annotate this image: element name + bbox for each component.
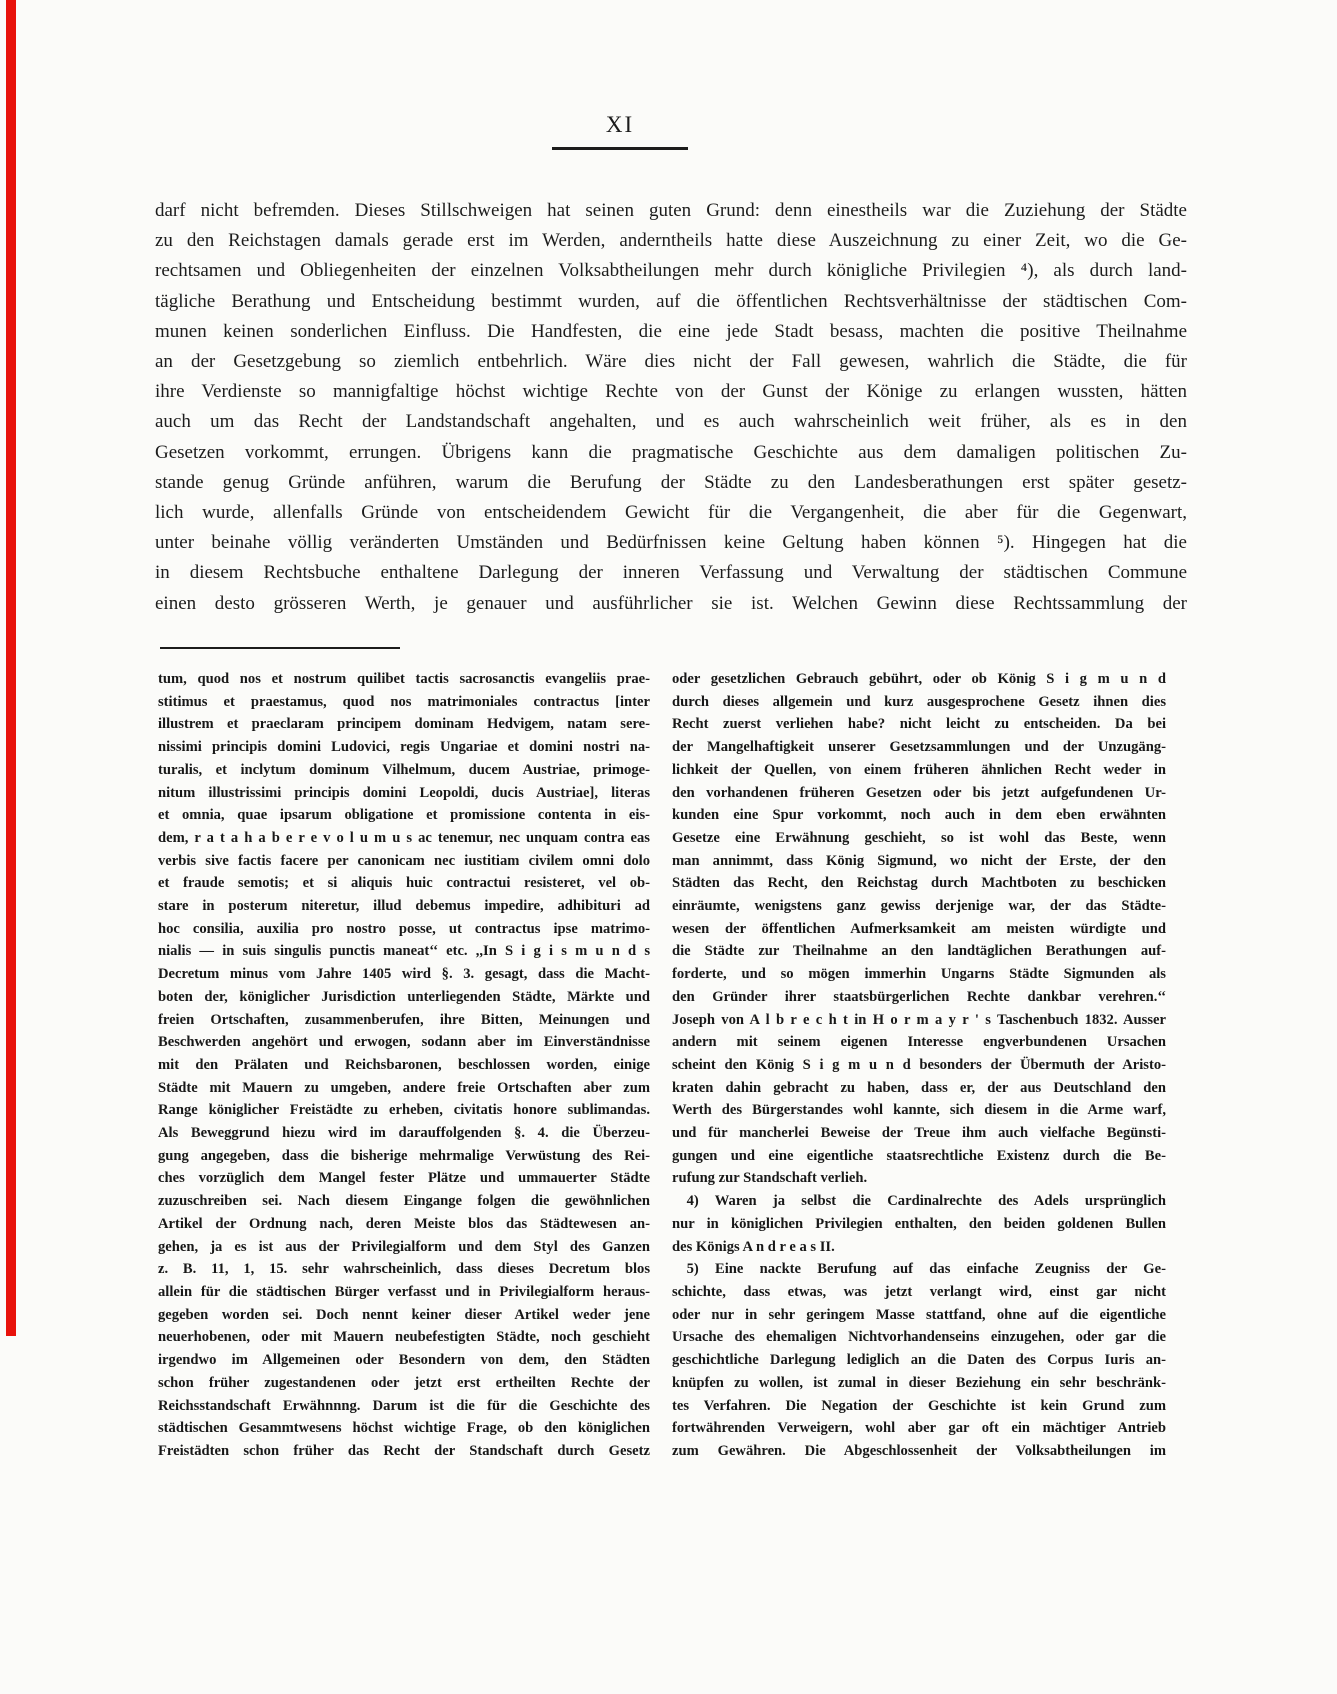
text-line: rufung zur Standschaft verlieh. (672, 1170, 868, 1187)
text-line: die Städte zur Theilnahme an den landtäglichen Berathungen auf- (672, 943, 1166, 960)
text-line: des Königs A n d r e a s II. (672, 1238, 835, 1255)
text-line: Werth des Bürgerstandes wohl kannte, sich diesem in die Arme warf, (672, 1102, 1166, 1119)
text-line: hoc consilia, auxilia pro nostro posse, ut contractus ipse matrimo- (158, 920, 650, 937)
text-line: der Mangelhaftigkeit unserer Gesetzsammlungen und der Unzugäng- (672, 739, 1166, 756)
text-line: et fraude semotis; et si aliquis huic contractui resisteret, vel ob- (158, 875, 650, 892)
text-line: man annimmt, dass König Sigmund, wo nicht der Erste, der den (672, 852, 1166, 869)
text-line: nissimi principis domini Ludovici, regis Ungariae et domini nostri na- (158, 739, 650, 756)
text-line: 4) Waren ja selbst die Cardinalrechte des Adels ursprünglich (672, 1193, 1166, 1210)
text-line: Recht zuerst verliehen habe? nicht leicht zu entscheiden. Da bei (672, 716, 1166, 733)
text-line: Gesetze eine Erwähnung geschieht, so ist wohl das Beste, wenn (672, 829, 1166, 846)
text-line: tum, quod nos et nostrum quilibet tactis sacrosanctis evangeliis prae- (158, 671, 650, 687)
footnote-column-left (158, 668, 650, 1463)
text-line: nitum illustrissimi principis domini Leopoldi, ducis Austriae], literas (158, 784, 650, 801)
text-line: munen keinen sonderlichen Einfluss. Die Handfesten, die eine jede Stadt besass, machten die positive Theilnahme (155, 320, 1187, 342)
text-line: Städte mit Mauern zu umgeben, andere freie Ortschaften aber zum (158, 1079, 650, 1096)
text-line: ihre Verdienste so mannigfaltige höchst wichtige Rechte von der Gunst der Könige zu erlangen wussten, hätten (155, 381, 1187, 403)
footnote-separator-rule (160, 647, 400, 649)
text-line: in diesem Rechtsbuche enthaltene Darlegung der inneren Verfassung und Verwaltung der städtischen Commune (155, 562, 1187, 584)
text-line: 5) Eine nackte Berufung auf das einfache Zeugniss der Ge- (672, 1261, 1166, 1278)
text-line: den vorhandenen früheren Gesetzen oder bis jetzt aufgefundenen Ur- (672, 784, 1166, 801)
text-line: städtischen Gesammtwesens höchst wichtige Frage, ob den königlichen (158, 1420, 650, 1437)
text-line: kunden eine Spur vorkommt, noch auch in dem eben erwähnten (672, 807, 1166, 824)
header-rule (552, 147, 688, 150)
text-line: Range königlicher Freistädte zu erheben, civitatis honore sublimandas. (158, 1102, 650, 1119)
text-line: einen desto grösseren Werth, je genauer und ausführlicher sie ist. Welchen Gewinn diese Rechtssammlung der (155, 592, 1187, 614)
text-line: nialis — in suis singulis punctis maneat‘‘ etc. ,,In S i g i s m u n d s (158, 943, 650, 960)
footnote-column-right (672, 668, 1166, 1463)
text-line: lich wurde, allenfalls Gründe von entscheidendem Gewicht für die Vergangenheit, die aber für die Gegenwart, (155, 502, 1187, 524)
text-line: gung angegeben, dass die bisherige mehrmalige Verwüstung des Rei- (158, 1147, 650, 1164)
text-line: tes Verfahren. Die Negation der Geschichte ist kein Grund zum (672, 1397, 1166, 1414)
text-line: wesen der öffentlichen Aufmerksamkeit am meisten würdigte und (672, 920, 1166, 937)
text-line: einräumte, wenigstens ganz gewiss derjenige war, der das Städte- (672, 898, 1166, 915)
text-line: stande genug Gründe anführen, warum die Berufung der Städte zu den Landesberathungen erst später gesetz- (155, 471, 1187, 493)
text-line: schon früher zugestandenen oder jetzt erst ertheilten Rechte der (158, 1374, 650, 1391)
text-line: geschichtliche Darlegung lediglich an die Daten des Corpus Iuris an- (672, 1352, 1166, 1369)
text-line: Decretum minus vom Jahre 1405 wird §. 3. gesagt, dass die Macht- (158, 966, 650, 983)
page-number: XI (605, 112, 635, 137)
text-line: scheint den König S i g m u n d besonders der Übermuth der Aristo- (672, 1056, 1166, 1073)
text-line: Ursache des ehemaligen Nichtvorhandenseins einzugehen, oder gar die (672, 1329, 1166, 1346)
text-line: zu den Reichstagen damals gerade erst im Werden, anderntheils hatte diese Auszeichnung zu einer Zeit, wo die Ge- (155, 230, 1187, 252)
text-line: oder gesetzlichen Gebrauch gebührt, oder ob König S i g m u n d (672, 671, 1166, 687)
text-line: und für mancherlei Beweise der Treue ihm auch vielfache Begünsti- (672, 1125, 1166, 1142)
left-margin-red-bar (6, 0, 16, 1336)
text-line: stitimus et praestamus, quod nos matrimoniales contractus [inter (158, 693, 650, 710)
text-line: kraten dahin gebracht zu haben, dass er, der aus Deutschland den (672, 1079, 1166, 1096)
text-line: verbis sive factis facere per canonicam nec iustitiam civilem omni dolo (158, 852, 650, 869)
text-line: dem, r a t a h a b e r e v o l u m u s ac tenemur, nec unquam contra eas (158, 829, 650, 846)
text-line: gungen und eine eigentliche staatsrechtliche Existenz durch die Be- (672, 1147, 1166, 1164)
text-line: Freistädten schon früher das Recht der Standschaft durch Gesetz (158, 1442, 650, 1459)
text-line: turalis, et inclytum dominum Vilhelmum, ducem Austriae, primoge- (158, 761, 650, 778)
text-line: zum Gewähren. Die Abgeschlossenheit der Volksabtheilungen im (672, 1442, 1166, 1459)
text-line: an der Gesetzgebung so ziemlich entbehrlich. Wäre dies nicht der Fall gewesen, wahrlich die Städte, die für (155, 351, 1187, 373)
text-line: Als Beweggrund hiezu wird im darauffolgenden §. 4. die Überzeu- (158, 1125, 650, 1142)
text-line: Reichsstandschaft Erwähnnng. Darum ist die für die Geschichte des (158, 1397, 650, 1414)
text-line: Artikel der Ordnung nach, deren Meiste blos das Städtewesen an- (158, 1215, 650, 1232)
text-line: et omnia, quae ipsarum obligatione et promissione contenta in eis- (158, 807, 650, 824)
text-line: darf nicht befremden. Dieses Stillschweigen hat seinen guten Grund: denn einestheils war die Zuziehung der Städte (155, 200, 1187, 221)
text-line: Joseph von A l b r e c h t in H o r m a y r ' s Taschenbuch 1832. Ausser (672, 1011, 1166, 1028)
text-line: gegeben worden sei. Doch nennt keiner dieser Artikel weder jene (158, 1306, 650, 1323)
text-line: illustrem et praeclaram principem dominam Hedvigem, natam sere- (158, 716, 650, 733)
text-line: durch dieses allgemein und kurz ausgesprochene Gesetz ihnen dies (672, 693, 1166, 710)
text-line: Gesetzen vorkommt, errungen. Übrigens kann die pragmatische Geschichte aus dem damaligen politischen Zu- (155, 441, 1187, 463)
text-line: z. B. 11, 1, 15. sehr wahrscheinlich, dass dieses Decretum blos (158, 1261, 650, 1278)
text-line: nur in königlichen Privilegien enthalten, den beiden goldenen Bullen (672, 1215, 1166, 1232)
text-line: Städten das Recht, den Reichstag durch Machtboten zu beschicken (672, 875, 1166, 892)
text-line: allein für die städtischen Bürger verfasst und in Privilegialform heraus- (158, 1283, 650, 1300)
text-line: unter beinahe völlig veränderten Umständen und Bedürfnissen keine Geltung haben können ⁵). Hingegen hat die (155, 532, 1187, 554)
text-line: neuerhobenen, oder mit Mauern neubefestigten Städte, noch geschieht (158, 1329, 650, 1346)
text-line: den Gründer ihrer staatsbürgerlichen Rechte dankbar verehren.‘‘ (672, 988, 1166, 1005)
text-line: tägliche Berathung und Entscheidung bestimmt wurden, auf die öffentlichen Rechtsverhältnisse der städtischen Com- (155, 290, 1187, 312)
text-line: andern mit seinem eigenen Interesse engverbundenen Ursachen (672, 1034, 1166, 1051)
text-line: lichkeit der Quellen, von einem früheren ähnlichen Recht weder in (672, 761, 1166, 778)
text-line: forderte, und so mögen immerhin Ungarns Städte Sigmunden als (672, 966, 1166, 983)
main-text-block (155, 196, 1187, 619)
text-line: mit den Prälaten und Reichsbaronen, beschlossen worden, einige (158, 1056, 650, 1073)
text-line: oder nur in sehr geringem Masse stattfand, ohne auf die eigentliche (672, 1306, 1166, 1323)
page-header (552, 112, 688, 150)
text-line: rechtsamen und Obliegenheiten der einzelnen Volksabtheilungen mehr durch königliche Privilegien ⁴), als durch land- (155, 260, 1187, 282)
text-line: ches vorzüglich dem Mangel fester Plätze und ummauerter Städte (158, 1170, 650, 1187)
text-line: fortwährenden Verweigern, wohl aber gar oft ein mächtiger Antrieb (672, 1420, 1166, 1437)
text-line: zuzuschreiben sei. Nach diesem Eingange folgen die gewöhnlichen (158, 1193, 650, 1210)
text-line: auch um das Recht der Landstandschaft angehalten, und es auch wahrscheinlich weit früher, als es in den (155, 411, 1187, 433)
text-line: boten der, königlicher Jurisdiction unterliegenden Städte, Märkte und (158, 988, 650, 1005)
text-line: gehen, ja es ist aus der Privilegialform und dem Styl des Ganzen (158, 1238, 650, 1255)
text-line: irgendwo im Allgemeinen oder Besondern von dem, den Städten (158, 1352, 650, 1369)
text-line: stare in posterum niteretur, illud debemus impedire, adhibituri ad (158, 898, 650, 915)
text-line: schichte, dass etwas, was jetzt verlangt wird, einst gar nicht (672, 1283, 1166, 1300)
text-line: freien Ortschaften, zusammenberufen, ihre Bitten, Meinungen und (158, 1011, 650, 1028)
text-line: Beschwerden angehört und erwogen, sodann aber im Einverständnisse (158, 1034, 650, 1051)
text-line: knüpfen zu wollen, ist zumal in dieser Beziehung ein sehr beschränk- (672, 1374, 1166, 1391)
